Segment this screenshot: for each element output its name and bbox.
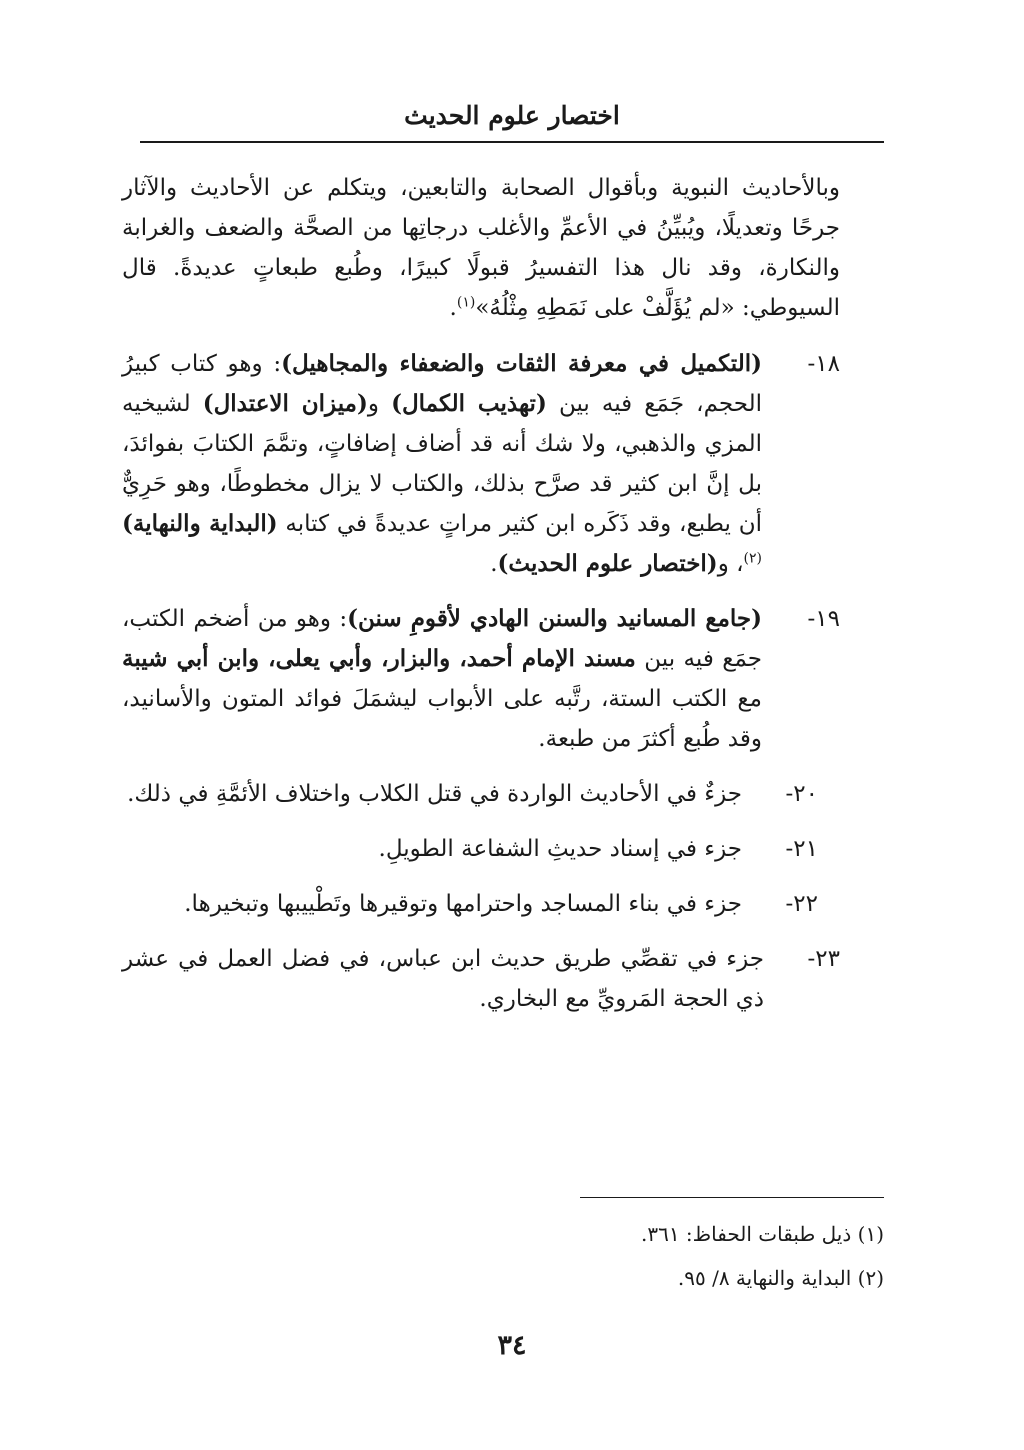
running-header: اختصار علوم الحديث <box>404 101 620 130</box>
item-text: جزء في تقصِّي طريق حديث ابن عباس، في فضل العمل في عشر ذي الحجة المَرويِّ مع البخاري. <box>122 946 764 1012</box>
list-item-20 <box>122 774 818 814</box>
header-rule <box>140 141 884 143</box>
item-text-part: و <box>367 391 392 417</box>
intro-paragraph <box>122 168 840 328</box>
item-text: جزءٌ في الأحاديث الواردة في قتل الكلاب واختلاف الأئمَّةِ في ذلك. <box>127 781 742 807</box>
item-number: ١٨- <box>807 351 840 377</box>
list-item-19 <box>122 599 840 759</box>
item-title: (التكميل في معرفة الثقات والضعفاء والمجاهيل) <box>281 350 762 377</box>
item-text <box>122 344 762 584</box>
footnotes <box>140 1212 884 1300</box>
book-title: (ميزان الاعتدال) <box>202 390 368 417</box>
book-title: (البداية والنهاية) <box>122 510 278 537</box>
list-item-23 <box>122 939 840 1019</box>
item-text-part: ، و <box>717 551 744 577</box>
item-number: ٢٢- <box>785 891 818 917</box>
footnote-ref-1: (١) <box>456 294 476 311</box>
book-title: مسند الإمام أحمد، والبزار، وأبي يعلى، وابن أبي شيبة <box>122 645 636 672</box>
item-text: جزء في إسناد حديثِ الشفاعة الطويلِ. <box>378 836 742 862</box>
item-number: ١٩- <box>807 606 840 632</box>
page-number: ٣٤ <box>497 1330 527 1361</box>
item-title: (جامع المسانيد والسنن الهادي لأقومِ سنن) <box>347 605 762 632</box>
item-text: جزء في بناء المساجد واحترامها وتوقيرها وتَطْييبها وتبخيرها. <box>184 891 742 917</box>
list-item-18 <box>122 344 840 584</box>
item-text-part: : وهو من أضخم الكتب، جمَع فيه بين <box>122 606 762 672</box>
item-number: ٢١- <box>785 836 818 862</box>
intro-text: وبالأحاديث النبوية وبأقوال الصحابة والتابعين، ويتكلم عن الأحاديث والآثار جرحًا وتعديلًا، ويُبيِّنُ في الأعمِّ والأغلب درجاتِها من الصحَّة والضعف والغرابة والنكارة، وقد نال هذا التفسيرُ قبولًا كبيرًا، وطُبع طبعاتٍ عديدةً. قال السيوطي: «لم يُؤَلَّفْ على نَمَطِهِ مِثْلُهُ» <box>122 175 840 321</box>
item-text-part: . <box>490 551 498 577</box>
item-text-part: : وهو كتاب كبيرُ الحجم، جَمَع فيه بين <box>122 351 762 417</box>
item-text-part: لشيخيه المزي والذهبي، ولا شك أنه قد أضاف إضافاتٍ، وتمَّمَ الكتابَ بفوائدَ، بل إنَّ ابن كثير قد صرَّح بذلك، والكتاب لا يزال مخطوطًا، وهو حَرِيٌّ أن يطبع، وقد ذَكَره ابن كثير مراتٍ عديدةً في كتابه <box>122 391 762 537</box>
item-number: ٢٣- <box>807 946 840 972</box>
book-title: (تهذيب الكمال) <box>391 390 547 417</box>
footnote-rule <box>580 1197 884 1198</box>
item-number: ٢٠- <box>785 781 818 807</box>
intro-end: . <box>449 295 457 321</box>
book-title: (اختصار علوم الحديث) <box>497 550 718 577</box>
list-item-22 <box>122 884 818 924</box>
footnote-ref-2: (٢) <box>743 550 762 567</box>
item-text-part: مع الكتب الستة، رتَّبه على الأبواب ليشمَلَ فوائد المتون والأسانيد، وقد طُبع أكثرَ من طبعة. <box>122 686 762 752</box>
list-item-21 <box>122 829 818 869</box>
page-body <box>122 168 840 1034</box>
item-text <box>122 599 762 759</box>
footnote-2: (٢) البداية والنهاية ٨/ ٩٥. <box>677 1266 884 1290</box>
footnote-1: (١) ذيل طبقات الحفاظ: ٣٦١. <box>640 1222 884 1246</box>
